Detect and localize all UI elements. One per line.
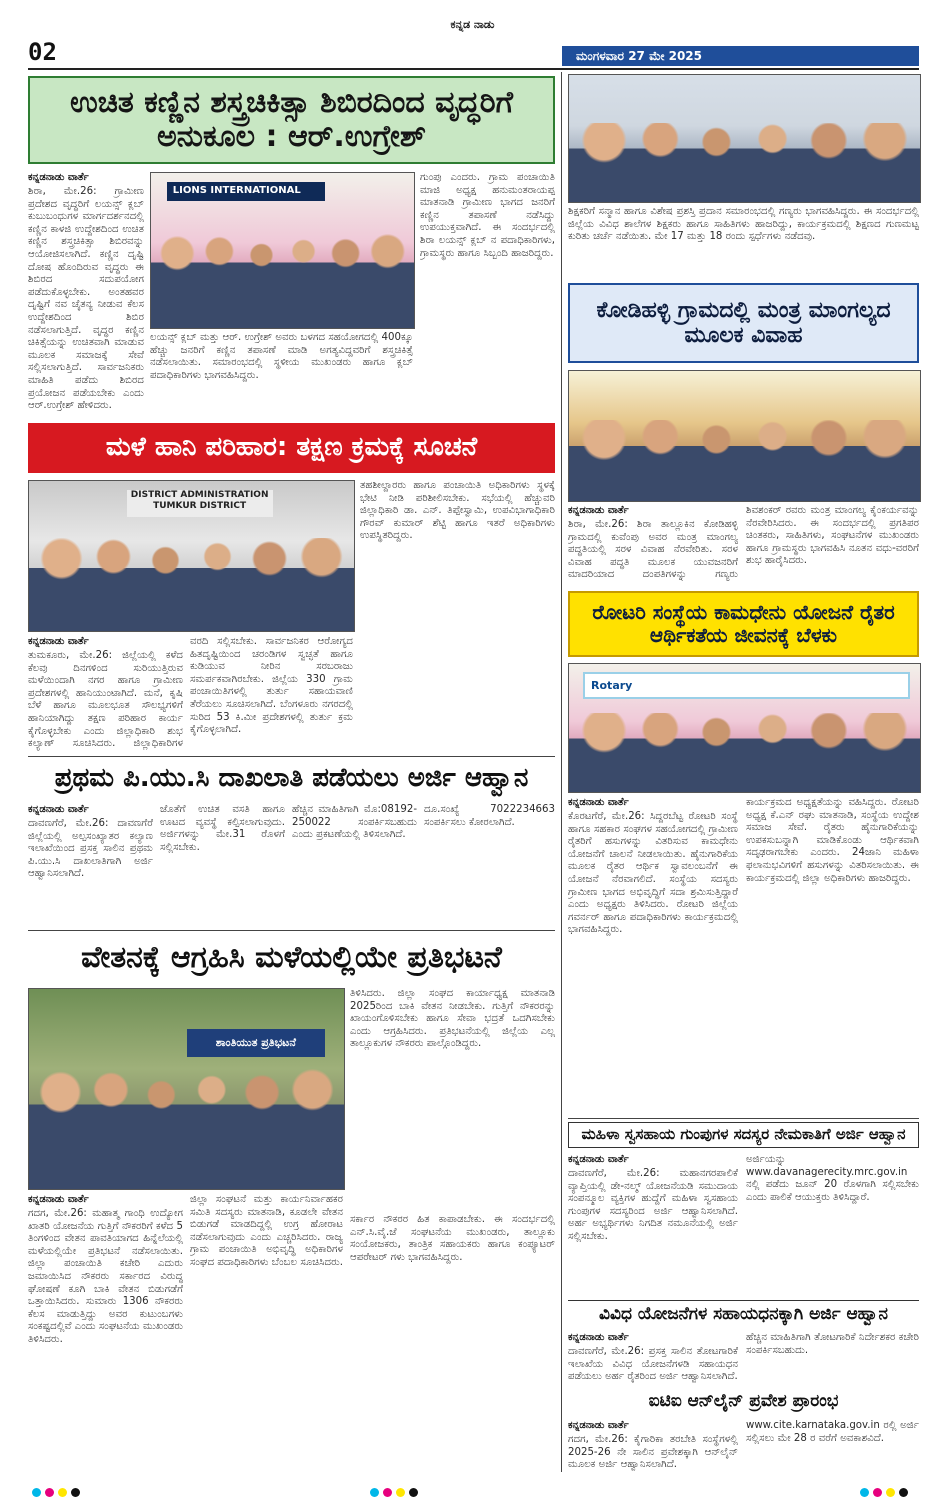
article-women-shg-col2: ಅರ್ಜಿಯನ್ನು www.davanagerecity.mrc.gov.in ನಲ್ಲಿ ಪಡೆದು ಜೂನ್ 20 ರೊಳಗಾಗಿ ಸಲ್ಲಿಸಬೇಕು ಎಂದು ಪಾಲಿಕೆ ಆಯುಕ್ತರು ತಿಳಿಸಿದ್ದಾರೆ.	[746, 1154, 919, 1203]
article-puc-col3: ಹೆಚ್ಚಿನ ಮಾಹಿತಿಗಾಗಿ ಮೊ:08192-250022 ಸಂಪರ್ಕಿಸಬಹುದು ಎಂದು ಪ್ರಕಟಣೆಯಲ್ಲಿ ತಿಳಿಸಲಾಗಿದೆ.	[292, 804, 417, 841]
newspaper-name: ಕನ್ನಡ ನಾಡು	[450, 18, 495, 31]
article-salary-col1: ಗದಗ, ಮೇ.26: ಮಹಾತ್ಮ ಗಾಂಧಿ ಉದ್ಯೋಗ ಖಾತರಿ ಯೋಜನೆಯ ಗುತ್ತಿಗೆ ನೌಕರರಿಗೆ ಕಳೆದ 5 ತಿಂಗಳಿಂದ ವೇತನ ಪಾವತಿಯಾಗದ ಹಿನ್ನೆಲೆಯಲ್ಲಿ ಮಳೆಯಲ್ಲಿಯೇ ಪ್ರತಿಭಟನೆ ನಡೆಸಲಾಯಿತು. ಜಿಲ್ಲಾ ಪಂಚಾಯಿತಿ ಕಚೇರಿ ಎದುರು ಜಮಾಯಿಸಿದ ನೌಕರರು ಸರ್ಕಾರದ ವಿರುದ್ಧ ಘೋಷಣೆ ಕೂಗಿ ಬಾಕಿ ವೇತನ ಬಿಡುಗಡೆಗೆ ಒತ್ತಾಯಿಸಿದರು. ಸುಮಾರು 1306 ನೌಕರರು ಕೆಲಸ ಮಾಡುತ್ತಿದ್ದು ಅವರ ಕುಟುಂಬಗಳು ಸಂಕಷ್ಟದಲ್ಲಿವೆ ಎಂದು ಸಂಘಟನೆಯ ಮುಖಂಡರು ತಿಳಿಸಿದರು.	[28, 1208, 183, 1345]
headline-women-shg: ಮಹಿಳಾ ಸ್ವಸಹಾಯ ಗುಂಪುಗಳ ಸದಸ್ಯರ ನೇಮಕಾತಿಗೆ ಅರ್ಜಿ ಆಹ್ವಾನ	[568, 1122, 919, 1148]
article-salary-col2: ಜಿಲ್ಲಾ ಸಂಘಟನೆ ಮತ್ತು ಕಾರ್ಯನಿರ್ವಾಹಕರ ಸಮಿತಿ ಸದಸ್ಯರು ಮಾತನಾಡಿ, ಕೂಡಲೇ ವೇತನ ಬಿಡುಗಡೆ ಮಾಡದಿದ್ದಲ್ಲಿ ಉಗ್ರ ಹೋರಾಟ ನಡೆಸಲಾಗುವುದು ಎಂದು ಎಚ್ಚರಿಸಿದರು. ರಾಜ್ಯ ಗ್ರಾಮ ಪಂಚಾಯಿತಿ ಅಭಿವೃದ್ಧಿ ಅಧಿಕಾರಿಗಳ ಸಂಘದ ಪದಾಧಿಕಾರಿಗಳು ಬೆಂಬಲ ಸೂಚಿಸಿದರು.	[190, 1194, 343, 1268]
byline-rain: ಕನ್ನಡನಾಡು ವಾರ್ತೆ	[28, 636, 89, 647]
photo-protest	[28, 988, 345, 1190]
article-women-shg-col1: ದಾವಣಗೆರೆ, ಮೇ.26: ಮಹಾನಗರಪಾಲಿಕೆ ವ್ಯಾಪ್ತಿಯಲ್ಲಿ ಡೇ-ನಲ್ಮ್ ಯೋಜನೆಯಡಿ ಸಮುದಾಯ ಸಂಪನ್ಮೂಲ ವ್ಯಕ್ತಿಗಳ ಹುದ್ದೆಗೆ ಮಹಿಳಾ ಸ್ವಸಹಾಯ ಗುಂಪುಗಳ ಸದಸ್ಯರಿಂದ ಅರ್ಜಿ ಆಹ್ವಾನಿಸಲಾಗಿದೆ. ಅರ್ಹ ಅಭ್ಯರ್ಥಿಗಳು ನಿಗದಿತ ನಮೂನೆಯಲ್ಲಿ ಅರ್ಜಿ ಸಲ್ಲಿಸಬೇಕು.	[568, 1168, 738, 1242]
article-puc-col4: ದೂ.ಸಂಖ್ಯೆ 7022234663 ಸಂಪರ್ಕಿಸಲು ಕೋರಲಾಗಿದೆ.	[424, 804, 555, 828]
registration-dots-left	[32, 1482, 84, 1492]
photo-teachers	[568, 74, 921, 203]
headline-eye-camp: ಉಚಿತ ಕಣ್ಣಿನ ಶಸ್ತ್ರಚಿಕಿತ್ಸಾ ಶಿಬಿರದಿಂದ ವೃದ್ಧರಿಗೆ ಅನುಕೂಲ : ಆರ್.ಉಗ್ರೇಶ್	[28, 76, 555, 164]
article-iti-col1: ಗದಗ, ಮೇ.26: ಕೈಗಾರಿಕಾ ತರಬೇತಿ ಸಂಸ್ಥೆಗಳಲ್ಲಿ 2025-26 ನೇ ಸಾಲಿನ ಪ್ರವೇಶಕ್ಕಾಗಿ ಆನ್‌ಲೈನ್ ಮೂಲಕ ಅರ್ಜಿ ಆಹ್ವಾನಿಸಲಾಗಿದೆ.	[568, 1434, 738, 1471]
article-rain-col1: ತುಮಕೂರು, ಮೇ.26: ಜಿಲ್ಲೆಯಲ್ಲಿ ಕಳೆದ ಕೆಲವು ದಿನಗಳಿಂದ ಸುರಿಯುತ್ತಿರುವ ಮಳೆಯಿಂದಾಗಿ ನಗರ ಹಾಗೂ ಗ್ರಾಮೀಣ ಪ್ರದೇಶಗಳಲ್ಲಿ ಹಾನಿಯುಂಟಾಗಿದೆ. ಮನೆ, ಕೃಷಿ ಬೆಳೆ ಹಾಗೂ ಮೂಲಭೂತ ಸೌಲಭ್ಯಗಳಿಗೆ ಹಾನಿಯಾಗಿದ್ದು ತಕ್ಷಣ ಪರಿಹಾರ ಕಾರ್ಯ ಕೈಗೊಳ್ಳಬೇಕು ಎಂದು ಜಿಲ್ಲಾಧಿಕಾರಿ ಶುಭ ಕಲ್ಯಾಣ್ ಸೂಚಿಸಿದರು. ಜಿಲ್ಲಾಧಿಕಾರಿಗಳ	[28, 650, 183, 750]
registration-dots-center	[370, 1482, 422, 1492]
photo-rain-meeting	[28, 480, 355, 632]
headline-puc: ಪ್ರಥಮ ಪಿ.ಯು.ಸಿ ದಾಖಲಾತಿ ಪಡೆಯಲು ಅರ್ಜಿ ಆಹ್ವಾನ	[54, 763, 529, 794]
headline-salary: ವೇತನಕ್ಕೆ ಆಗ್ರಹಿಸಿ ಮಳೆಯಲ್ಲಿಯೇ ಪ್ರತಿಭಟನೆ	[81, 939, 502, 975]
byline-iti: ಕನ್ನಡನಾಡು ವಾರ್ತೆ	[568, 1420, 629, 1431]
article-rotary-col1: ಕೊರಟಗೆರೆ, ಮೇ.26: ಸಿದ್ದರಬೆಟ್ಟ ರೋಟರಿ ಸಂಸ್ಥೆ ಹಾಗೂ ಸಹಕಾರ ಸಂಘಗಳ ಸಹಯೋಗದಲ್ಲಿ ಗ್ರಾಮೀಣ ರೈತರಿಗೆ ಹಸುಗಳನ್ನು ವಿತರಿಸುವ ಕಾಮಧೇನು ಯೋಜನೆಗೆ ಚಾಲನೆ ನೀಡಲಾಯಿತು. ಹೈನುಗಾರಿಕೆಯ ಮೂಲಕ ರೈತರ ಆರ್ಥಿಕ ಸ್ವಾವಲಂಬನೆಗೆ ಈ ಯೋಜನೆ ನೆರವಾಗಲಿದೆ. ಸಂಸ್ಥೆಯ ಸದಸ್ಯರು ಗ್ರಾಮೀಣ ಭಾಗದ ಅಭಿವೃದ್ಧಿಗೆ ಸದಾ ಶ್ರಮಿಸುತ್ತಿದ್ದಾರೆ ಎಂದು ಅಧ್ಯಕ್ಷರು ತಿಳಿಸಿದರು. ರೋಟರಿ ಜಿಲ್ಲೆಯ ಗವರ್ನರ್ ಹಾಗೂ ಪದಾಧಿಕಾರಿಗಳು ಕಾರ್ಯಕ್ರಮದಲ್ಲಿ ಭಾಗವಹಿಸಿದ್ದರು.	[568, 811, 738, 936]
article-eye-camp-col3: ಗುಂಪು ಎಂದರು. ಗ್ರಾಮ ಪಂಚಾಯಿತಿ ಮಾಜಿ ಅಧ್ಯಕ್ಷ ಹನುಮಂತರಾಯಪ್ಪ ಮಾತನಾಡಿ ಗ್ರಾಮೀಣ ಭಾಗದ ಜನರಿಗೆ ಕಣ್ಣಿನ ತಪಾಸಣೆ ನಡೆಸಿದ್ದು ಉಪಯುಕ್ತವಾಗಿದೆ. ಈ ಸಂದರ್ಭದಲ್ಲಿ ಶಿರಾ ಲಯನ್ಸ್ ಕ್ಲಬ್ ನ ಪದಾಧಿಕಾರಿಗಳು, ಗ್ರಾಮಸ್ಥರು ಹಾಗೂ ಸಿಬ್ಬಂದಿ ಹಾಜರಿದ್ದರು.	[420, 172, 555, 259]
registration-dots-right	[860, 1482, 912, 1492]
byline-women-shg: ಕನ್ನಡನಾಡು ವಾರ್ತೆ	[568, 1154, 629, 1165]
headline-schemes: ವಿವಿಧ ಯೋಜನೆಗಳ ಸಹಾಯಧನಕ್ಕಾಗಿ ಅರ್ಜಿ ಆಹ್ವಾನ	[568, 1300, 919, 1328]
article-rotary-col2: ಕಾರ್ಯಕ್ರಮದ ಅಧ್ಯಕ್ಷತೆಯನ್ನು ವಹಿಸಿದ್ದರು. ರೋಟರಿ ಅಧ್ಯಕ್ಷ ಕೆ.ಎನ್ ರಘು ಮಾತನಾಡಿ, ಸಂಸ್ಥೆಯ ಉದ್ದೇಶ ಸಮಾಜ ಸೇವೆ. ರೈತರು ಹೈನುಗಾರಿಕೆಯನ್ನು ಉಪಕಸುಬನ್ನಾಗಿ ಮಾಡಿಕೊಂಡು ಆರ್ಥಿಕವಾಗಿ ಸದೃಢರಾಗಬೇಕು ಎಂದರು. 24ಜಾನಿ ಮಹಿಳಾ ಫಲಾನುಭವಿಗಳಿಗೆ ಹಸುಗಳನ್ನು ವಿತರಿಸಲಾಯಿತು. ಈ ಕಾರ್ಯಕ್ರಮದಲ್ಲಿ ಜಿಲ್ಲಾ ಅಧಿಕಾರಿಗಳು ಹಾಜರಿದ್ದರು.	[746, 797, 919, 884]
top-rule	[28, 68, 919, 70]
photo-banner-lions: LIONS INTERNATIONAL	[167, 182, 325, 201]
article-eye-camp-col1: ಶಿರಾ, ಮೇ.26: ಗ್ರಾಮೀಣ ಪ್ರದೇಶದ ವೃದ್ಧರಿಗೆ ಲಯನ್ಸ್ ಕ್ಲಬ್ ಕುಬುಬಂಧುಗಳ ಮಾರ್ಗದರ್ಶನದಲ್ಲಿ ಕಣ್ಣಿನ ಕಾಳಜಿ ಉದ್ದೇಶದಿಂದ ಉಚಿತ ಕಣ್ಣಿನ ಶಸ್ತ್ರಚಿಕಿತ್ಸಾ ಶಿಬಿರವನ್ನು ಆಯೋಜಿಸಲಾಗಿದೆ. ಕಣ್ಣಿನ ದೃಷ್ಟಿ ದೋಷ ಹೊಂದಿರುವ ವೃದ್ಧರು ಈ ಶಿಬಿರದ ಸದುಪಯೋಗ ಪಡೆದುಕೊಳ್ಳಬೇಕು. ಅಂತಹವರ ದೃಷ್ಟಿಗೆ ನವ ಚೈತನ್ಯ ನೀಡುವ ಕೆಲಸ ಉದ್ದೇಶದಿಂದ ಶಿಬಿರ ನಡೆಸಲಾಗುತ್ತಿದೆ. ವೃದ್ಧರ ಕಣ್ಣಿನ ಚಿಕಿತ್ಸೆಯನ್ನು ಉಚಿತವಾಗಿ ಮಾಡುವ ಮೂಲಕ ಸಮಾಜಕ್ಕೆ ಸೇವೆ ಸಲ್ಲಿಸಲಾಗುತ್ತಿದೆ. ಸಾರ್ವಜನಿಕರು ಮಾಹಿತಿ ಪಡೆದು ಶಿಬಿರದ ಪ್ರಯೋಜನ ಪಡೆಯಬೇಕು ಎಂದು ಆರ್.ಉಗ್ರೇಶ್ ಹೇಳಿದರು.	[28, 186, 144, 412]
article-wedding-col2: ಶಿವಶಂಕರ್ ರವರು ಮಂತ್ರ ಮಾಂಗಲ್ಯ ಕೈಂಕರ್ಯವನ್ನು ನೆರವೇರಿಸಿದರು. ಈ ಸಂದರ್ಭದಲ್ಲಿ ಪ್ರಗತಿಪರ ಚಿಂತಕರು, ಸಾಹಿತಿಗಳು, ಸಂಘಟನೆಗಳ ಮುಖಂಡರು ಹಾಗೂ ಗ್ರಾಮಸ್ಥರು ಭಾಗವಹಿಸಿ ನೂತನ ವಧು-ವರರಿಗೆ ಶುಭ ಹಾರೈಸಿದರು.	[746, 505, 919, 567]
date-bar: ಮಂಗಳವಾರ 27 ಮೇ 2025	[562, 46, 919, 66]
article-eye-camp-col2: ಲಯನ್ಸ್ ಕ್ಲಬ್ ಮತ್ತು ಆರ್. ಉಗ್ರೇಶ್ ಅವರು ಬಳಗದ ಸಹಯೋಗದಲ್ಲಿ 400ಕ್ಕೂ ಹೆಚ್ಚು ಜನರಿಗೆ ಕಣ್ಣಿನ ತಪಾಸಣೆ ಮಾಡಿ ಅಗತ್ಯವಿದ್ದವರಿಗೆ ಶಸ್ತ್ರಚಿಕಿತ್ಸೆ ನಡೆಸಲಾಯಿತು. ಸಮಾರಂಭದಲ್ಲಿ ಸ್ಥಳೀಯ ಮುಖಂಡರು ಹಾಗೂ ಕ್ಲಬ್ ಪದಾಧಿಕಾರಿಗಳು ಭಾಗವಹಿಸಿದ್ದರು.	[150, 332, 413, 381]
article-puc-col1: ದಾವಣಗೆರೆ, ಮೇ.26: ದಾವಣಗೆರೆ ಜಿಲ್ಲೆಯಲ್ಲಿ ಅಲ್ಪಸಂಖ್ಯಾತರ ಕಲ್ಯಾಣ ಇಲಾಖೆಯಿಂದ ಪ್ರಸಕ್ತ ಸಾಲಿನ ಪ್ರಥಮ ಪಿ.ಯು.ಸಿ ದಾಖಲಾತಿಗಾಗಿ ಅರ್ಜಿ ಆಹ್ವಾನಿಸಲಾಗಿದೆ.	[28, 818, 153, 880]
divider-rule	[28, 930, 555, 931]
byline-puc: ಕನ್ನಡನಾಡು ವಾರ್ತೆ	[28, 804, 89, 815]
byline-eye-camp: ಕನ್ನಡನಾಡು ವಾರ್ತೆ	[28, 172, 89, 183]
photo-eye-camp	[150, 172, 415, 329]
article-salary-col4: ಸರ್ಕಾರ ನೌಕರರ ಹಿತ ಕಾಪಾಡಬೇಕು. ಈ ಸಂದರ್ಭದಲ್ಲಿ ಎನ್.ಸಿ.ವೈ.ಜೆ ಸಂಘಟನೆಯ ಮುಖಂಡರು, ತಾಲ್ಲೂಕು ಸಂಯೋಜಕರು, ತಾಂತ್ರಿಕ ಸಹಾಯಕರು ಹಾಗೂ ಕಂಪ್ಯೂಟರ್ ಆಪರೇಟರ್ ಗಳು ಭಾಗವಹಿಸಿದ್ದರು.	[350, 1214, 555, 1263]
article-schemes-col1: ದಾವಣಗೆರೆ, ಮೇ.26: ಪ್ರಸಕ್ತ ಸಾಲಿನ ತೋಟಗಾರಿಕೆ ಇಲಾಖೆಯ ವಿವಿಧ ಯೋಜನೆಗಳಡಿ ಸಹಾಯಧನ ಪಡೆಯಲು ಅರ್ಹ ರೈತರಿಂದ ಅರ್ಜಿ ಆಹ್ವಾನಿಸಲಾಗಿದೆ.	[568, 1346, 738, 1383]
byline-rotary: ಕನ್ನಡನಾಡು ವಾರ್ತೆ	[568, 797, 629, 808]
photo-wedding	[568, 370, 921, 502]
article-iti-col2: www.cite.karnataka.gov.in ರಲ್ಲಿ ಅರ್ಜಿ ಸಲ್ಲಿಸಲು ಮೇ 28 ರ ವರೆಗೆ ಅವಕಾಶವಿದೆ.	[746, 1420, 919, 1444]
headline-iti: ಐಟಿಐ ಆನ್‌ಲೈನ್ ಪ್ರವೇಶ ಪ್ರಾರಂಭ	[648, 1391, 839, 1412]
divider-rule	[568, 1118, 919, 1119]
protest-banner: ಶಾಂತಿಯುತ ಪ್ರತಿಭಟನೆ	[187, 1029, 326, 1057]
article-wedding-col1: ಶಿರಾ, ಮೇ.26: ಶಿರಾ ತಾಲ್ಲೂಕಿನ ಕೋಡಿಹಳ್ಳಿ ಗ್ರಾಮದಲ್ಲಿ ಕುವೆಂಪು ಅವರ ಮಂತ್ರ ಮಾಂಗಲ್ಯ ಪದ್ಧತಿಯಲ್ಲಿ ಸರಳ ವಿವಾಹ ನೆರವೇರಿತು. ಸರಳ ವಿವಾಹ ಪದ್ಧತಿ ಮೂಲಕ ಯುವಜನರಿಗೆ ಮಾದರಿಯಾದ ದಂಪತಿಗಳನ್ನು ಗಣ್ಯರು	[568, 519, 738, 581]
photo-sign: DISTRICT ADMINISTRATION TUMKUR DISTRICT	[127, 490, 273, 517]
article-schemes-col2: ಹೆಚ್ಚಿನ ಮಾಹಿತಿಗಾಗಿ ತೋಟಗಾರಿಕೆ ನಿರ್ದೇಶಕರ ಕಚೇರಿ ಸಂಪರ್ಕಿಸಬಹುದು.	[746, 1332, 919, 1356]
byline-salary: ಕನ್ನಡನಾಡು ವಾರ್ತೆ	[28, 1194, 89, 1205]
headline-wedding: ಕೋಡಿಹಳ್ಳಿ ಗ್ರಾಮದಲ್ಲಿ ಮಂತ್ರ ಮಾಂಗಲ್ಯದ ಮೂಲಕ ವಿವಾಹ	[568, 283, 919, 363]
page-number: 02	[28, 38, 57, 66]
headline-rotary: ರೋಟರಿ ಸಂಸ್ಥೆಯ ಕಾಮಧೇನು ಯೋಜನೆ ರೈತರ ಆರ್ಥಿಕತೆಯ ಜೀವನಕ್ಕೆ ಬೆಳಕು	[568, 591, 919, 657]
headline-rain: ಮಳೆ ಹಾನಿ ಪರಿಹಾರ: ತಕ್ಷಣ ಕ್ರಮಕ್ಕೆ ಸೂಚನೆ	[28, 423, 555, 473]
column-divider	[561, 72, 562, 1472]
caption-teachers: ಶಿಕ್ಷಕರಿಗೆ ಸನ್ಮಾನ ಹಾಗೂ ವಿಶೇಷ ಪ್ರಶಸ್ತಿ ಪ್ರದಾನ ಸಮಾರಂಭದಲ್ಲಿ ಗಣ್ಯರು ಭಾಗವಹಿಸಿದ್ದರು. ಈ ಸಂದರ್ಭದಲ್ಲಿ ಜಿಲ್ಲೆಯ ವಿವಿಧ ಶಾಲೆಗಳ ಶಿಕ್ಷಕರು ಹಾಗೂ ಸಾಹಿತಿಗಳು ಹಾಜರಿದ್ದು, ಕಾರ್ಯಕ್ರಮದಲ್ಲಿ ಶಿಕ್ಷಣದ ಗುಣಮಟ್ಟ ಕುರಿತು ಚರ್ಚೆ ನಡೆಯಿತು. ಮೇ 17 ಮತ್ತು 18 ರಂದು ಸ್ಪರ್ಧೆಗಳು ನಡೆದವು.	[568, 206, 919, 243]
article-puc-col2: ಜೊತೆಗೆ ಉಚಿತ ವಸತಿ ಹಾಗೂ ಊಟದ ವ್ಯವಸ್ಥೆ ಕಲ್ಪಿಸಲಾಗುವುದು. ಅರ್ಜಿಗಳನ್ನು ಮೇ.31 ರೊಳಗೆ ಸಲ್ಲಿಸಬೇಕು.	[160, 804, 285, 853]
article-salary-col3: ತಿಳಿಸಿದರು. ಜಿಲ್ಲಾ ಸಂಘದ ಕಾರ್ಯಾಧ್ಯಕ್ಷ ಮಾತನಾಡಿ 2025ರಿಂದ ಬಾಕಿ ವೇತನ ನೀಡಬೇಕು. ಗುತ್ತಿಗೆ ನೌಕರರನ್ನು ಖಾಯಂಗೊಳಿಸಬೇಕು ಹಾಗೂ ಸೇವಾ ಭದ್ರತೆ ಒದಗಿಸಬೇಕು ಎಂದು ಆಗ್ರಹಿಸಿದರು. ಪ್ರತಿಭಟನೆಯಲ್ಲಿ ಜಿಲ್ಲೆಯ ಎಲ್ಲ ತಾಲ್ಲೂಕುಗಳ ನೌಕರರು ಪಾಲ್ಗೊಂಡಿದ್ದರು.	[350, 988, 555, 1050]
article-rain-col3: ತಹಶೀಲ್ದಾರರು ಹಾಗೂ ಪಂಚಾಯಿತಿ ಅಧಿಕಾರಿಗಳು ಸ್ಥಳಕ್ಕೆ ಭೇಟಿ ನೀಡಿ ಪರಿಶೀಲಿಸಬೇಕು. ಸಭೆಯಲ್ಲಿ ಹೆಚ್ಚುವರಿ ಜಿಲ್ಲಾಧಿಕಾರಿ ಡಾ. ಎನ್. ತಿಪ್ಪೇಸ್ವಾಮಿ, ಉಪವಿಭಾಗಾಧಿಕಾರಿ ಗೌರವ್ ಕುಮಾರ್ ಶೆಟ್ಟಿ ಹಾಗೂ ಇತರೆ ಅಧಿಕಾರಿಗಳು ಉಪಸ್ಥಿತರಿದ್ದರು.	[360, 480, 555, 542]
divider-rule	[28, 756, 555, 757]
article-rain-col2: ವರದಿ ಸಲ್ಲಿಸಬೇಕು. ಸಾರ್ವಜನಿಕರ ಆರೋಗ್ಯದ ಹಿತದೃಷ್ಟಿಯಿಂದ ಚರಂಡಿಗಳ ಸ್ವಚ್ಛತೆ ಹಾಗೂ ಕುಡಿಯುವ ನೀರಿನ ಸರಬರಾಜು ಸಮರ್ಪಕವಾಗಿರಬೇಕು. ಜಿಲ್ಲೆಯ 330 ಗ್ರಾಮ ಪಂಚಾಯಿತಿಗಳಲ್ಲಿ ತುರ್ತು ಸಹಾಯವಾಣಿ ತೆರೆಯಲು ಸೂಚಿಸಲಾಗಿದೆ. ಬೆಂಗಳೂರು ನಗರದಲ್ಲಿ ಸುರಿದ 53 ಕಿ.ಮೀ ಪ್ರದೇಶಗಳಲ್ಲಿ ತುರ್ತು ಕ್ರಮ ಕೈಗೊಳ್ಳಲಾಗಿದೆ.	[190, 636, 353, 736]
photo-rotary	[568, 663, 921, 793]
byline-schemes: ಕನ್ನಡನಾಡು ವಾರ್ತೆ	[568, 1332, 629, 1343]
byline-wedding: ಕನ್ನಡನಾಡು ವಾರ್ತೆ	[568, 505, 629, 516]
photo-banner-rotary: Rotary	[583, 672, 910, 699]
